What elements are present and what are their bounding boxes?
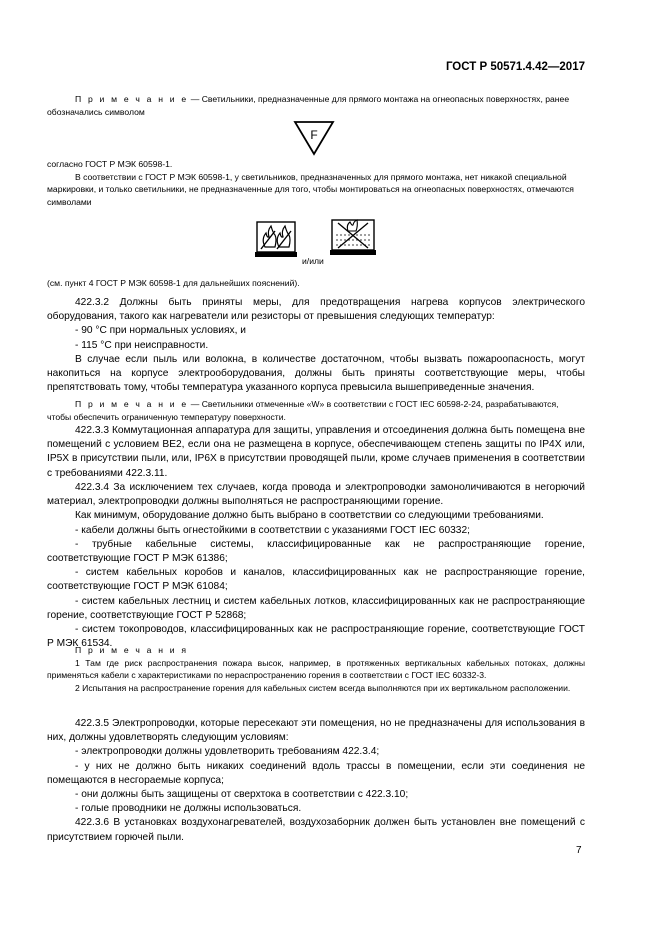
note-item: 1 Там где риск распространения пожара высок, например, в протяженных вертикальных кабельных потоках, должны применяться кабели с характеристиками по нераспространению горения в соответствии с ГОСТ IEC 60332-3. [47,657,585,680]
symbol-letter: F [310,128,318,142]
section-422-3-4 [47,481,585,651]
note-after: согласно ГОСТ Р МЭК 60598-1. [47,159,173,169]
note-item: 2 Испытания на распространение горения для кабельных систем всегда выполняются при их вертикальном расположении. [75,682,571,693]
no-insulation-cover-symbol [330,217,376,257]
note-1-continued [47,158,585,208]
paragraph: 422.3.3 Коммутационная аппаратура для защиты, управления и отсоединения должна быть помещена вне помещений с условием BE2, если она не размещена в корпусе, обеспечивающем степень защиты по IP4X или, IP5X в присутствии пыли, или, IP6X в присутствии проводящей пыли, кроме случаев применения в соответствии с требованиями 422.3.11. [47,425,585,479]
note-para-2: В соответствии с ГОСТ Р МЭК 60598-1, у светильников, предназначенных для прямого монтажа, нет никакой специальной маркировки, и только светильники, не предназначенные для того, чтобы монтироваться на огнеопасных поверхностях, отмечаются символами [47,171,574,207]
and-or-label: и/или [302,256,324,266]
section-422-3-5 [47,717,585,845]
list-item: - систем токопроводов, классифицированных как не распространяющие горение, соответствующие ГОСТ Р МЭК 61534. [47,624,585,650]
paragraph: 422.3.2 Должны быть приняты меры, для предотвращения нагрева корпусов электрического оборудования, такого как нагреватели или резисторы от превышения следующих температур: [47,297,585,323]
no-flammable-surface-symbol [255,219,297,259]
note-text: — Светильники отмеченные «W» в соответствии с ГОСТ IEC 60598-2-24, разрабатываются, чтобы обеспечить ограниченную температуру поверхности. [47,399,559,422]
note-label: П р и м е ч а н и е [75,399,189,409]
list-item: - кабели должны быть огнестойкими в соответствии с указаниями ГОСТ IEC 60332; [75,524,470,536]
paragraph: 422.3.4 За исключением тех случаев, когда провода и электропроводки замоноличиваются в негорючий материал, электропроводки должны выполняться не распространяющими горение. [47,482,585,508]
note-label: П р и м е ч а н и е [75,94,189,104]
list-item: - голые проводники не должны использоваться. [75,803,302,815]
document-header: ГОСТ Р 50571.4.42—2017 [445,61,585,73]
paragraph: В случае если пыль или волокна, в количестве достаточном, чтобы вызвать пожароопасность, могут накопиться на корпусе электрооборудования, должны быть приняты соответствующие меры, чтобы препятствовать тому, чтобы температура указанного корпуса превысила вышеприведенные значения. [47,353,585,394]
section-422-3-3 [47,424,585,481]
list-item: - 115 °С при неисправности. [75,339,209,351]
list-item: - электропроводки должны удовлетворить требованиям 422.3.4; [75,746,380,758]
paragraph: 422.3.6 В установках воздухонагревателей, воздухозаборник должен быть установлен вне помещений с присутствием горючей пыли. [47,817,585,843]
list-item: - систем кабельных коробов и каналов, классифицированных как не распространяющие горение, соответствующие ГОСТ Р МЭК 61084; [47,567,585,593]
list-item: - у них не должно быть никаких соединений вдоль трассы в помещении, если эти соединения не помещаются в несгораемые корпуса; [47,760,585,786]
notes-3 [47,644,585,694]
list-item: - они должны быть защищены от сверхтока в соответствии с 422.3.10; [75,789,409,801]
page-number: 7 [576,845,582,856]
note-2 [47,398,585,423]
list-item: - систем кабельных лестниц и систем кабельных лотков, классифицированных как не распространяющие горение, соответствующие ГОСТ Р 52868; [47,595,585,621]
paragraph: Как минимум, оборудование должно быть выбрано в соответствии со следующими требованиями. [75,510,544,522]
notes-label: П р и м е ч а н и я [75,645,189,655]
note-text: — Светильники, предназначенные для прямого монтажа на огнеопасных поверхностях, ранее обозначались символом [47,94,570,117]
list-item: - трубные кабельные системы, классифицированные как не распространяющие горение, соответствующие ГОСТ Р МЭК 61386; [47,538,585,565]
see-reference: (см. пункт 4 ГОСТ Р МЭК 60598-1 для дальнейших пояснений). [47,278,300,288]
note-1 [47,93,585,118]
list-item: - 90 °С при нормальных условиях, и [75,325,246,337]
paragraph: 422.3.5 Электропроводки, которые пересекают эти помещения, но не предназначены для использования в них, должны удовлетворять следующим условиям: [47,718,585,744]
section-422-3-2 [47,296,585,395]
f-triangle-symbol [293,120,335,156]
